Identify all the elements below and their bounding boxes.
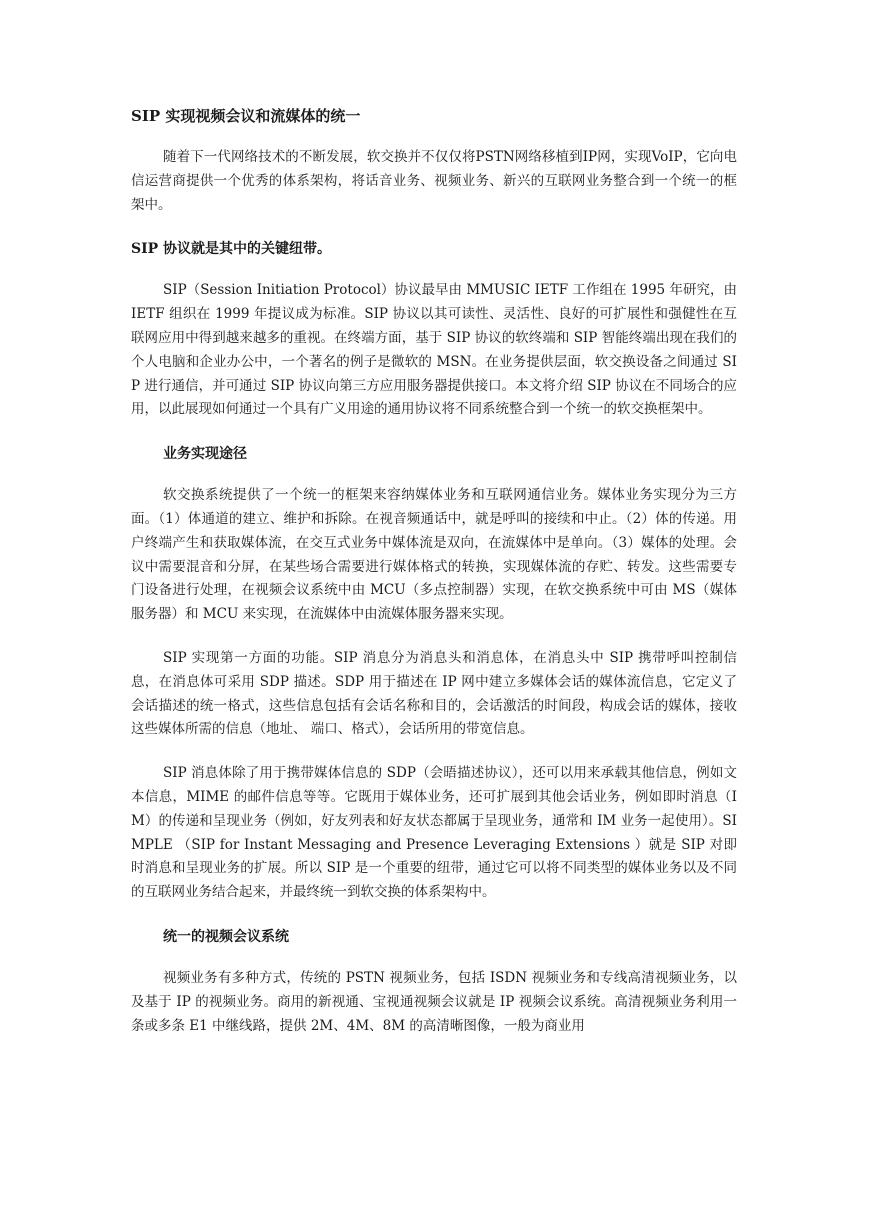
heading-key-link: SIP 协议就是其中的关键纽带。 xyxy=(131,241,332,258)
paragraph-softswitch-framework: 软交换系统提供了一个统一的框架来容纳媒体业务和互联网通信业务。媒体业务实现分为三方面。（1）体通道的建立、维护和拆除。在视音频通话中，就是呼叫的接续和中止。（2）体的传递。用户终端产生和获取媒体流，在交互式业务中媒体流是双向，在流媒体中是单向。（3）媒体的处理。会议中需要混音和分屏，在某些场合需要进行媒体格式的转换，实现媒体流的存贮、转发。这些需要专门设备进行处理，在视频会议系统中由 MCU（多点控制器）实现，在软交换系统中可由 MS（媒体服务器）和 MCU 来实现，在流媒体中由流媒体服务器来实现。 xyxy=(131,487,737,623)
heading-service-implementation: 业务实现途径 xyxy=(163,446,247,463)
paragraph-sip-messages: SIP 实现第一方面的功能。SIP 消息分为消息头和消息体，在消息头中 SIP 携带呼叫控制信息，在消息体可采用 SDP 描述。SDP 用于描述在 IP 网中建立多媒体会话的媒体流信息，它定义了会话描述的统一格式，这些信息包括有会话名称和目的，会话激活的时间段，构成会话的媒体，接收这些媒体所需的信息（地址、 端口、格式），会话所用的带宽信息。 xyxy=(131,649,737,738)
paragraph-video-services: 视频业务有多种方式，传统的 PSTN 视频业务，包括 ISDN 视频业务和专线高清视频业务，以及基于 IP 的视频业务。商用的新视通、宝视通视频会议就是 IP 视频会议系统。高清视频业务利用一条或多条 E1 中继线路，提供 2M、4M、8M 的高清晰图像，一般为商业用 xyxy=(131,969,737,1034)
heading-unified-video-conference: 统一的视频会议系统 xyxy=(163,928,289,945)
paragraph-sip-message-body: SIP 消息体除了用于携带媒体信息的 SDP（会晤描述协议），还可以用来承载其他信息，例如文本信息，MIME 的邮件信息等等。它既用于媒体业务，还可扩展到其他会话业务，例如即时消息（IM）的传递和呈现业务（例如，好友列表和好友状态都属于呈现业务，通常和 IM 业务一起使用）。SIMPLE （SIP for Instant Messaging and Presence Leveraging Extensions ）就是 SIP 对即时消息和呈现业务的扩展。所以 SIP 是一个重要的纽带，通过它可以将不同类型的媒体业务以及不同的互联网业务结合起来，并最终统一到软交换的体系架构中。 xyxy=(131,765,737,901)
document-title: SIP 实现视频会议和流媒体的统一 xyxy=(131,107,361,125)
paragraph-sip-protocol: SIP（Session Initiation Protocol）协议最早由 MMUSIC IETF 工作组在 1995 年研究，由 IETF 组织在 1999 年提议成为标准。SIP 协议以其可读性、灵活性、良好的可扩展性和强健性在互联网应用中得到越来越多的重视。在终端方面，基于 SIP 协议的软终端和 SIP 智能终端出现在我们的个人电脑和企业办公中，一个著名的例子是微软的 MSN。在业务提供层面，软交换设备之间通过 SIP 进行通信，并可通过 SIP 协议向第三方应用服务器提供接口。本文将介绍 SIP 协议在不同场合的应用，以此展现如何通过一个具有广义用途的通用协议将不同系统整合到一个统一的软交换框架中。 xyxy=(131,282,737,418)
document-page xyxy=(131,104,737,1058)
paragraph-intro: 随着下一代网络技术的不断发展，软交换并不仅仅将PSTN网络移植到IP网，实现VoIP，它向电信运营商提供一个优秀的体系架构，将话音业务、视频业务、新兴的互联网业务整合到一个统一的框架中。 xyxy=(131,149,737,213)
